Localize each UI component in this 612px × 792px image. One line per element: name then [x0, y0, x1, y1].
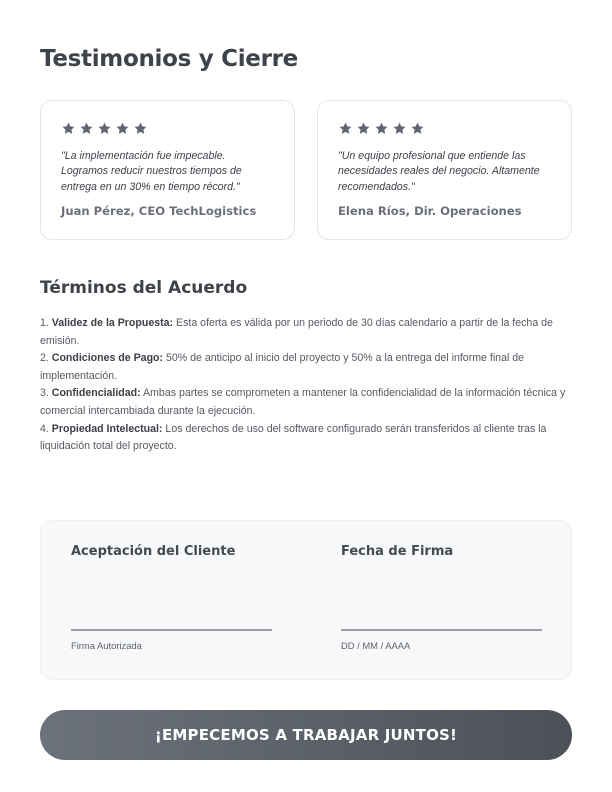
star-icon [97, 121, 112, 136]
term-text: Ambas partes se comprometen a mantener la confidencialidad de la información técnica y comercial intercambiada durante la ejecución. [40, 387, 566, 417]
term-text: Esta oferta es válida por un periodo de 30 días calendario a partir de la fecha de emisión. [40, 317, 553, 347]
term-item [40, 315, 575, 350]
date-signature-block [341, 544, 543, 651]
term-label: Confidencialidad: [51, 387, 141, 400]
client-signature-line[interactable] [71, 629, 272, 631]
testimonial-author: Juan Pérez, CEO TechLogistics [61, 204, 257, 219]
star-rating [61, 121, 274, 137]
star-icon [392, 121, 407, 136]
term-label: Propiedad Intelectual: [51, 422, 163, 435]
testimonial-card [40, 100, 295, 240]
term-label: Condiciones de Pago: [51, 352, 164, 365]
client-signature-block [71, 544, 273, 651]
signature-date-caption: DD / MM / AAAA [341, 640, 411, 651]
client-signature-caption: Firma Autorizada [71, 640, 142, 651]
term-item [40, 421, 575, 456]
star-icon [79, 121, 94, 136]
star-icon [374, 121, 389, 136]
term-text: Los derechos de uso del software configurado serán transferidos al cliente tras la liquidación total del proyecto. [40, 422, 547, 453]
term-item [40, 385, 575, 420]
star-icon [133, 121, 148, 136]
star-icon [410, 121, 425, 136]
term-number: 2. [40, 352, 49, 365]
terms-list [40, 315, 575, 456]
terms-title: Términos del Acuerdo [40, 278, 248, 298]
testimonial-card [317, 100, 572, 240]
signature-date-line[interactable] [341, 629, 542, 631]
testimonial-quote: "La implementación fue impecable. Logramos reducir nuestros tiempos de entrega en un 30% en tiempo récord." [61, 150, 242, 193]
star-rating [338, 121, 551, 137]
star-icon [338, 121, 353, 136]
term-number: 4. [40, 422, 49, 435]
term-label: Validez de la Propuesta: [51, 317, 174, 329]
star-icon [61, 121, 76, 136]
testimonial-quote: "Un equipo profesional que entiende las necesidades reales del negocio. Altamente recomendados." [338, 150, 540, 193]
signature-box [40, 520, 572, 680]
testimonial-author: Elena Ríos, Dir. Operaciones [338, 204, 522, 219]
star-icon [115, 121, 130, 136]
term-text: 50% de anticipo al inicio del proyecto y 50% a la entrega del informe final de implementación. [40, 352, 525, 382]
page-title: Testimonios y Cierre [40, 46, 298, 72]
star-icon [356, 121, 371, 136]
term-number: 1. [40, 317, 49, 329]
term-number: 3. [40, 387, 49, 400]
cta-button[interactable]: ¡EMPECEMOS A TRABAJAR JUNTOS! [40, 710, 572, 760]
client-signature-label: Aceptación del Cliente [71, 544, 236, 559]
term-item [40, 350, 575, 385]
signature-date-label: Fecha de Firma [341, 544, 454, 559]
